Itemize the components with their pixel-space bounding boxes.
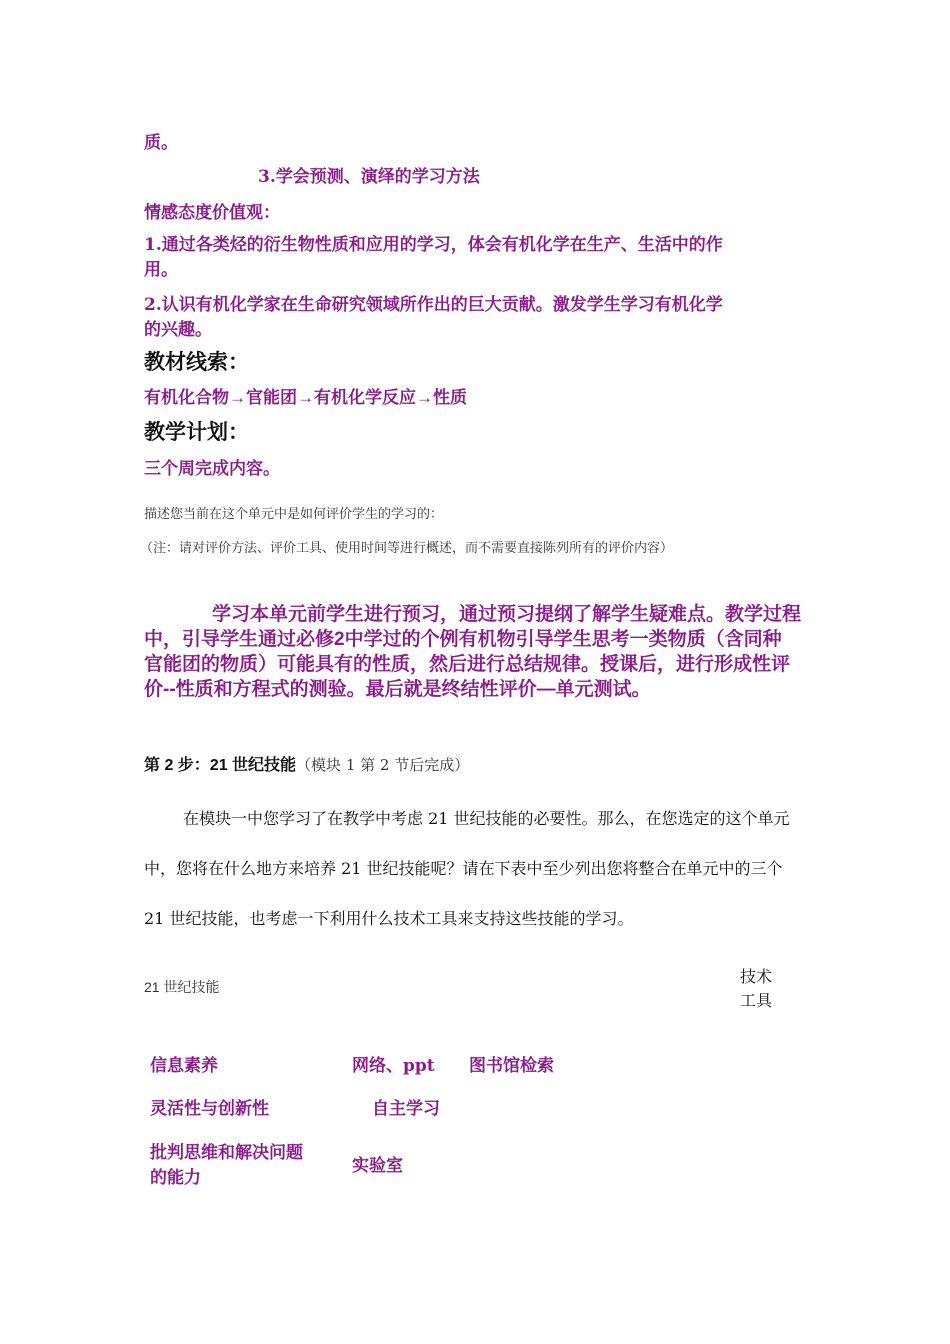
table-row-2-tool-a: 自主学习 bbox=[372, 1099, 440, 1118]
emotion-heading: 情感态度价值观： bbox=[144, 203, 280, 222]
intro-line-3: 21 世纪技能，也考虑一下利用什么技术工具来支持这些技能的学习。 bbox=[144, 909, 634, 928]
assess-prompt: 描述您当前在这个单元中是如何评价学生的学习的： bbox=[144, 507, 444, 522]
text-line-zhi: 质。 bbox=[144, 133, 178, 153]
table-row-1-tool-b: 图书馆检索 bbox=[469, 1056, 554, 1075]
assess-paragraph-line-3: 官能团的物质）可能具有的性质，然后进行总结规律。授课后，进行形成性评 bbox=[144, 654, 791, 675]
intro-line-1: 在模块一中您学习了在教学中考虑 21 世纪技能的必要性。那么，在您选定的这个单元 bbox=[183, 809, 790, 828]
step2-heading-bold: 第 2 步：21 世纪技能 bbox=[144, 757, 297, 774]
intro-line-2: 中，您将在什么地方来培养 21 世纪技能呢？请在下表中至少列出您将整合在单元中的三个 bbox=[144, 859, 783, 878]
table-header-tool-line-1: 技术 bbox=[740, 967, 773, 986]
emotion-item-2b: 的兴趣。 bbox=[144, 320, 212, 340]
table-row-3-skill-line-2: 的能力 bbox=[150, 1168, 201, 1187]
table-row-3-tool-a: 实验室 bbox=[352, 1156, 403, 1175]
step2-heading-note: （模块 1 第 2 节后完成） bbox=[296, 756, 470, 774]
emotion-item-1a: 1.通过各类烃的衍生物性质和应用的学习，体会有机化学在生产、生活中的作 bbox=[144, 235, 723, 255]
table-row-1-tool-a: 网络、ppt bbox=[352, 1056, 435, 1076]
table-row-2-skill: 灵活性与创新性 bbox=[150, 1099, 269, 1118]
step2-heading bbox=[144, 752, 469, 775]
table-row-3-skill-line-1: 批判思维和解决问题 bbox=[150, 1143, 303, 1162]
table-header-tool-line-2: 工具 bbox=[740, 991, 773, 1010]
assess-paragraph-line-2: 中，引导学生通过必修2中学过的个例有机物引导学生思考一类物质（含同种 bbox=[144, 629, 782, 650]
table-row-1-skill: 信息素养 bbox=[150, 1056, 218, 1075]
emotion-item-2a: 2.认识有机化学家在生命研究领域所作出的巨大贡献。激发学生学习有机化学 bbox=[144, 295, 723, 315]
emotion-item-1b: 用。 bbox=[144, 260, 178, 280]
assess-paragraph-line-4: 价--性质和方程式的测验。最后就是终结性评价—单元测试。 bbox=[144, 679, 651, 700]
table-header-skill: 21 世纪技能 bbox=[144, 979, 220, 995]
assess-note: （注：请对评价方法、评价工具、使用时间等进行概述，而不需要直接陈列所有的评价内容） bbox=[140, 541, 674, 556]
text-method-goal: 3.学会预测、演绎的学习方法 bbox=[258, 167, 480, 187]
assess-paragraph-line-1: 学习本单元前学生进行预习，通过预习提纲了解学生疑难点。教学过程 bbox=[212, 604, 802, 625]
clue-text: 有机化合物→官能团→有机化学反应→性质 bbox=[144, 388, 467, 407]
clue-heading: 教材线索： bbox=[144, 351, 249, 374]
plan-heading: 教学计划： bbox=[144, 421, 249, 444]
plan-text: 三个周完成内容。 bbox=[144, 459, 280, 479]
